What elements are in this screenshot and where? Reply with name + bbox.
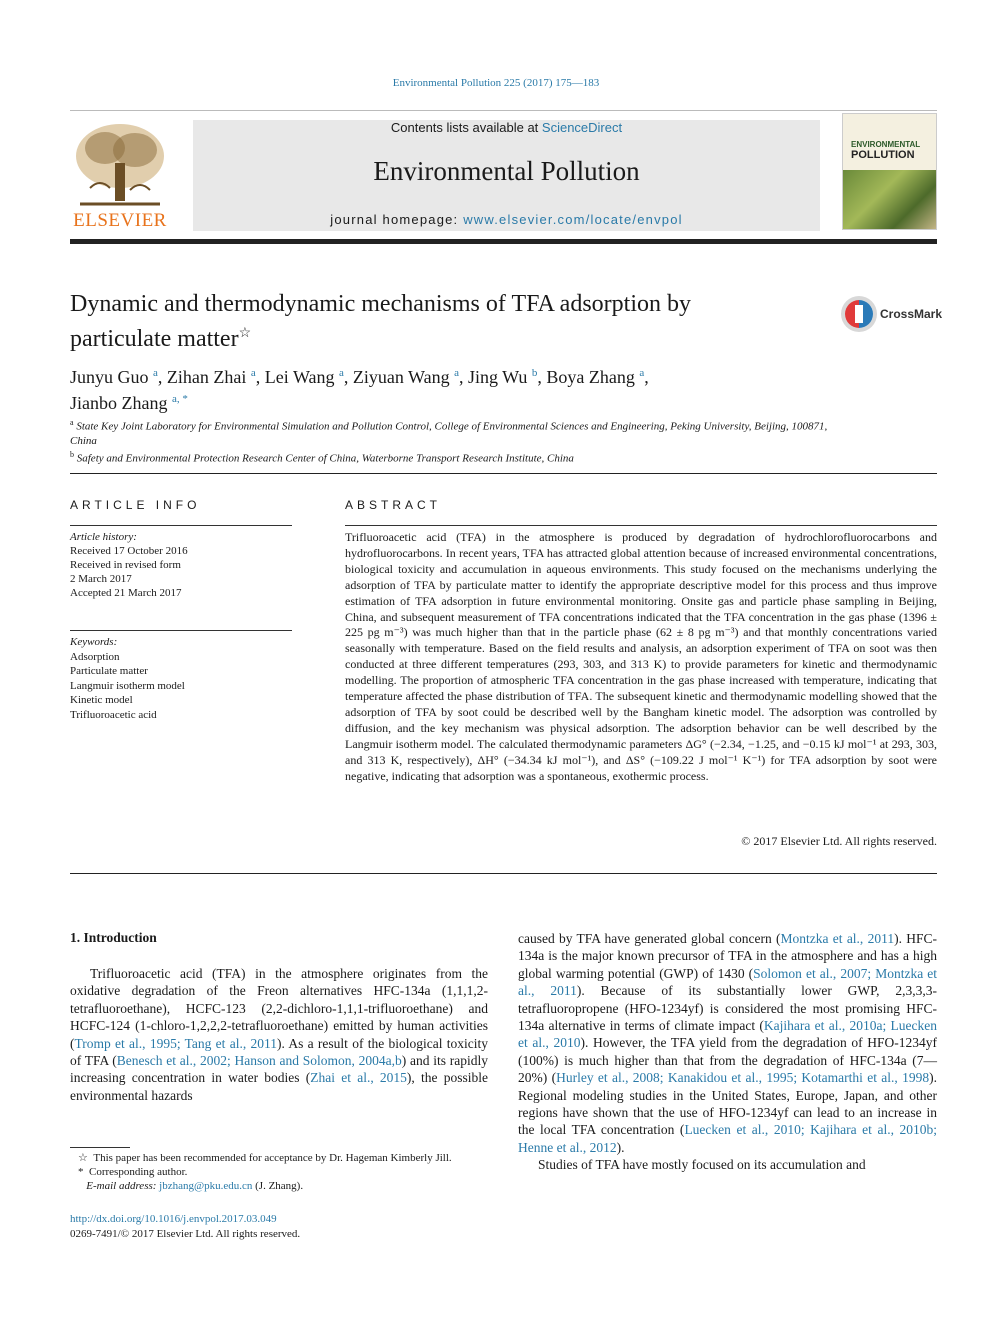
abstract-bottom-rule [70,873,937,874]
intro-column-right [518,930,937,1174]
history-label: Article history: [70,531,137,543]
text-run: Trifluoroacetic acid (TFA) in the atmosphere originates from the oxidative degradation of the Freon alternatives HFC-134a (1,1,1,2-tetrafluoroethane), HCFC-123 (2,2-dichloro-1,1,1-trifluoroethane) and HCFC-124 (1-chloro-1,2,2,2-tetrafluoroethane) emitted by human activities ( [70,966,488,1051]
author-affiliation-link[interactable]: a [250,367,256,379]
keywords-block [70,635,292,722]
affiliation-divider [70,473,937,474]
citation-link[interactable]: Luecken et al., 2010; Kajihara et al., 2010b; Henne et al., 2012 [518,1122,938,1155]
author-affiliation-link[interactable]: b [531,367,538,379]
affiliation-item [70,416,830,448]
header-thick-rule [70,239,937,244]
article-info-heading: ARTICLE INFO [70,498,201,512]
crossmark-icon [840,295,878,333]
author-name: Jianbo Zhang [70,393,168,413]
affiliation-marker: b [70,449,74,459]
contents-line: Contents lists available at ScienceDirect [390,120,623,135]
doi-link[interactable]: http://dx.doi.org/10.1016/j.envpol.2017.03.049 [70,1213,277,1225]
citation-link[interactable]: Hurley et al., 2008; Kanakidou et al., 1995; Kotamarthi et al., 1998 [556,1070,930,1086]
history-item: Received 17 October 2016 [70,545,188,557]
text-run: ). However, the TFA yield from the degradation of HFO-1234yf (100%) is much higher than that from the degradation of HFC-134a (7—20%) ( [518,1035,937,1086]
text-run: ). Because of its substantially lower GWP, 2,3,3,3-tetrafluoropropene (HFO-1234yf) is considered the most promising HFC-134a alternative in terms of climate impact ( [518,983,937,1034]
keyword-item: Langmuir isotherm model [70,679,185,692]
text-run: ). Regional modeling studies in the United States, Europe, Japan, and other regions have shown that the use of HFO-1234yf can lead to an increase in the local TFA concentration ( [518,1070,937,1138]
history-item: Accepted 21 March 2017 [70,587,182,599]
affiliation-marker: a [70,418,74,427]
author-name: Junyu Guo [70,367,149,387]
crossmark-label: CrossMark [880,307,943,321]
issn-line: 0269-7491/© 2017 Elsevier Ltd. All rights reserved. [70,1228,301,1240]
citation-link[interactable]: Tromp et al., 1995; Tang et al., 2011 [74,1035,277,1051]
crossmark-badge[interactable] [840,295,943,335]
journal-cover-image[interactable] [842,113,937,230]
author-affiliation-link[interactable]: a [338,367,344,379]
text-run: caused by TFA have generated global concern ( [518,931,781,946]
citation-link[interactable]: Zhai et al., 2015 [310,1070,407,1086]
elsevier-wordmark: ELSEVIER [73,210,167,231]
intro-paragraph-right-2: Studies of TFA have mostly focused on its accumulation and [538,1157,866,1173]
header-divider [70,110,937,111]
affiliations [70,416,830,465]
affiliation-text: State Key Joint Laboratory for Environmental Simulation and Pollution Control, College of Environmental Sciences and Engineering, Peking University, Beijing, 100871, China [70,420,828,447]
sciencedirect-link[interactable]: ScienceDirect [541,120,623,135]
text-run: ). As a result of the biological toxicity of TFA ( [70,1035,488,1069]
homepage-link[interactable]: www.elsevier.com/locate/envpol [463,212,683,227]
keyword-item: Trifluoroacetic acid [70,708,157,721]
intro-paragraph-left [70,965,488,1104]
journal-citation-link[interactable]: Environmental Pollution 225 (2017) 175—183 [392,77,600,89]
email-link[interactable]: jbzhang@pku.edu.cn [159,1180,253,1192]
copyright-line: © 2017 Elsevier Ltd. All rights reserved. [741,834,937,848]
citation-link[interactable]: Montzka et al., 2011 [780,931,895,946]
cover-photo [843,170,936,230]
article-title: Dynamic and thermodynamic mechanisms of TFA adsorption by particulate matter☆ [70,291,691,352]
article-history [70,530,292,600]
introduction-heading: 1. Introduction [70,930,157,945]
citation-link[interactable]: Solomon et al., 2007; Montzka et al., 2011 [518,965,938,999]
author-name: Ziyuan Wang [352,367,450,387]
keywords-label: Keywords: [70,636,118,648]
history-item: 2 March 2017 [70,573,132,585]
author-affiliation-link[interactable]: a [639,367,645,379]
cover-title-line1: ENVIRONMENTAL [851,140,921,149]
text-run: ), the possible environmental hazards [70,1070,488,1103]
author-list: Junyu Guo $^a$, Zihan Zhai $^a$, Lei Wang $^a$, Ziyuan Wang $^a$, Jing Wu $^b$, Boya Zhang $^a$, Jianbo Zhang $^{a, *}$ [70,367,649,413]
footnote-email: E-mail address: jbzhang@pku.edu.cn (J. Zhang). [86,1180,304,1192]
affiliation-item [70,448,830,466]
author-affiliation-link[interactable]: a, * [171,393,188,405]
history-list [70,544,292,600]
author-name: Zihan Zhai [166,367,247,387]
footnote-rule [70,1147,130,1148]
author-name: Lei Wang [264,367,335,387]
author-name: Jing Wu [467,367,528,387]
abstract-divider [345,525,937,526]
intro-paragraph-right [518,930,937,1156]
doi-block [70,1212,300,1242]
author-affiliation-link[interactable]: a [153,367,158,379]
history-item: Received in revised form [70,559,181,571]
affiliation-text: Safety and Environmental Protection Research Center of China, Waterborne Transport Research Institute, China [76,452,574,465]
footnotes [70,1151,488,1193]
text-run: ) and its rapidly increasing concentration in water bodies ( [70,1053,488,1086]
cover-title-line2: POLLUTION [851,149,915,161]
text-run: ). [616,1139,625,1155]
title-footnote-mark[interactable]: ☆ [238,326,252,341]
elsevier-logo [70,118,170,230]
keywords-divider [70,630,292,631]
homepage-line: journal homepage: www.elsevier.com/locate/envpol [330,212,683,227]
footnote-recommendation: ☆ This paper has been recommended for acceptance by Dr. Hageman Kimberly Jill. [78,1152,452,1164]
journal-title: Environmental Pollution [373,156,640,186]
citation-link[interactable]: Kajihara et al., 2010a; Luecken et al., 2010 [518,1018,937,1051]
keyword-item: Kinetic model [70,694,133,706]
abstract-text: Trifluoroacetic acid (TFA) in the atmosphere is produced by degradation of hydrochlorofluorocarbons and hydrofluorocarbons. In recent years, TFA has attracted global attention because of increased environmental concentrations, biological toxicity and accumulation in aqueous environments. This study focused on the mechanisms underlying the adsorption of TFA by particulate matter to identify the appropriate descriptive model for this process and thus improve estimation of TFA adsorption in future environmental monitoring. Onsite gas and particle phase sampling in Beijing, China, and subsequent measurement of TFA concentrations indicated that the TFA concentration in the gas phase (1396 ± 225 pg m⁻³) was much higher than that in the particle phase (62 ± 8 pg m⁻³) and that monthly concentrations varied seasonally with temperature. Based on the field results and analysis, an adsorption experiment of TFA on soot was then conducted at three different temperatures (293, 303, and 313 K) to provide parameters for kinetic and thermodynamic modelling. The proportion of atmospheric TFA concentration in the gas phase increased with temperature, indicating that temperature affected the phase distribution of TFA. The subsequent kinetic and thermodynamic modelling showed that the adsorption of TFA by soot could be described well by the Bangham kinetic model. The adsorption was controlled by diffusion, and the key mechanism was physical adsorption. The adsorption behavior can be well described by the Langmuir isotherm model. The calculated thermodynamic parameters ΔG° (−2.34, −1.25, and −0.15 kJ mol⁻¹ at 293, 303, and 313 K, respectively), ΔH° (−34.34 kJ mol⁻¹), and ΔS° (−109.22 J mol⁻¹ K⁻¹) for TFA adsorption by soot were negative, indicating that adsorption was a spontaneous, exothermic process. [345,530,937,783]
author-affiliation-link[interactable]: a [454,367,459,379]
info-divider [70,525,292,526]
keyword-item: Adsorption [70,650,120,663]
footnote-corresponding: * Corresponding author. [78,1166,188,1178]
keywords-list [70,650,292,723]
citation-link[interactable]: Benesch et al., 2002; Hanson and Solomon, 2004a,b [116,1053,402,1069]
abstract-heading: ABSTRACT [345,498,442,512]
author-name: Boya Zhang [546,367,635,387]
text-run: ). HFC-134a is the major known precursor of TFA in the atmosphere and has a high global warming potential (GWP) of 1430 ( [518,931,937,981]
keyword-item: Particulate matter [70,665,148,677]
